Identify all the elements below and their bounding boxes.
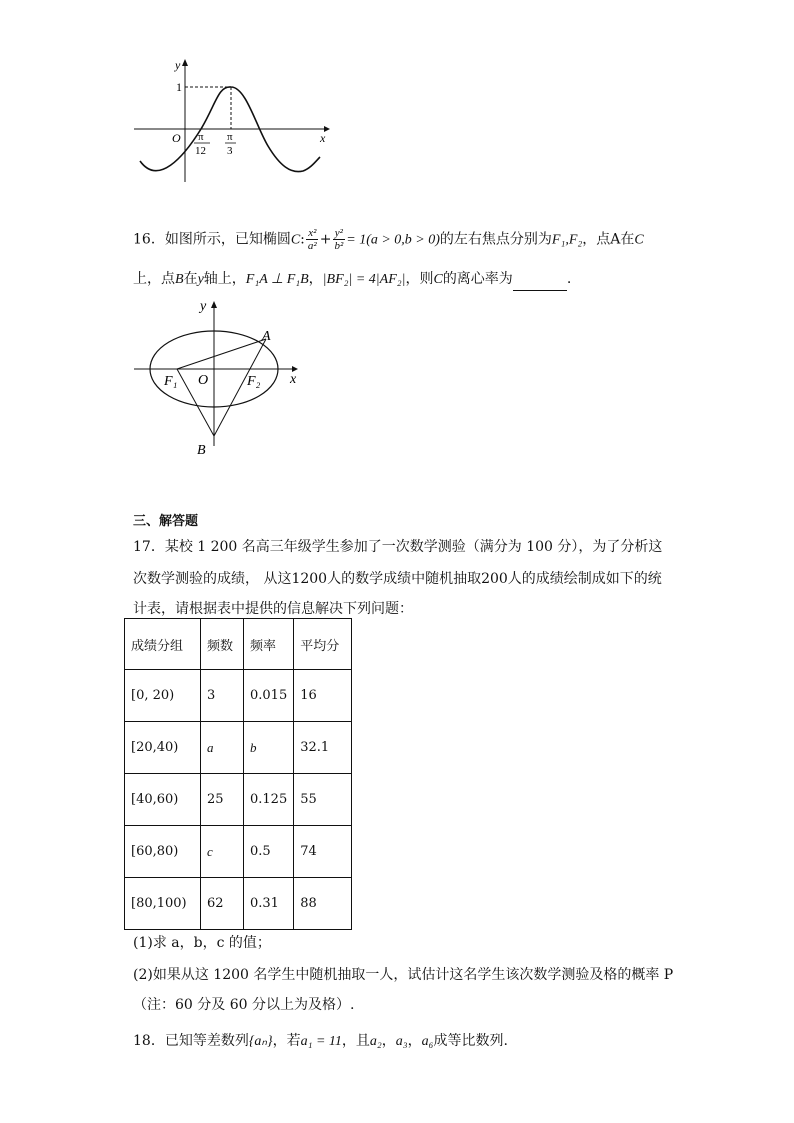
table-row <box>125 826 352 878</box>
table-cell: 32.1 <box>294 722 352 774</box>
table-cell: 16 <box>294 670 352 722</box>
table-cell: 0.31 <box>244 878 294 930</box>
point-A-label: A <box>262 329 271 344</box>
point-B-label: B <box>197 443 206 458</box>
table-cell: [0, 20) <box>125 670 201 722</box>
q16-line2: 上，点B在y轴上，F₁A ⊥ F₁B，|BF₂| = 4|AF₂|，则C的离心率为 . <box>133 268 571 291</box>
frac-y2-b2: $\frac{\text{y²}}{\text{b²}}$ <box>334 227 344 252</box>
table-row <box>125 878 352 930</box>
table-cell: 0.5 <box>244 826 294 878</box>
sine-graph <box>128 56 338 186</box>
table-cell: 0.015 <box>244 670 294 722</box>
table-cell: 3 <box>201 670 244 722</box>
y-label: y <box>200 299 207 314</box>
y-axis-arrow <box>182 59 188 66</box>
F2-label: F₂ <box>247 374 261 389</box>
F1-label: F₁ <box>164 374 178 389</box>
table-cell: 74 <box>294 826 352 878</box>
q17-line3: 计表，请根据表中提供的信息解决下列问题： <box>133 601 413 617</box>
table-cell: [40,60) <box>125 774 201 826</box>
table-cell: 55 <box>294 774 352 826</box>
origin-label: O <box>198 373 209 388</box>
table-row <box>125 774 352 826</box>
section-title: 三、解答题 <box>133 514 199 529</box>
q17-sub2-note: （注：60 分及 60 分以上为及格）. <box>133 997 355 1013</box>
table-cell: 88 <box>294 878 352 930</box>
y-axis-label: y <box>175 58 181 72</box>
answer-blank <box>513 276 567 291</box>
table-cell: 25 <box>201 774 244 826</box>
table-row <box>125 722 352 774</box>
table-cell: 0.125 <box>244 774 294 826</box>
q16-line1: 16．如图所示，已知椭圆C: $\frac{\text{x²}}{\text{a²}}$ + $\frac{\text{y²}}{\text{b²}}$ = 1(a > 0,b > 0)的左右焦点分别为F₁,F₂，点A在C <box>133 227 644 252</box>
table-header: 成绩分组 <box>125 619 201 670</box>
q17-sub2: (2)如果从这 1200 名学生中随机抽取一人，试估计这名学生该次数学测验及格的概率 P <box>133 967 674 983</box>
table-cell: 62 <box>201 878 244 930</box>
tick-pi-3-num: π <box>227 131 233 143</box>
table-cell: [80,100) <box>125 878 201 930</box>
max-value-label: 1 <box>176 80 182 94</box>
table-header-row <box>125 619 352 670</box>
q17-line2: 次数学测验的成绩， 从这1200人的数学成绩中随机抽取200人的成绩绘制成如下的统 <box>133 571 662 587</box>
x-label: x <box>290 372 297 387</box>
q17-line1: 17．某校 1 200 名高三年级学生参加了一次数学测验（满分为 100 分），为了分析这 <box>133 539 663 555</box>
table-header: 频率 <box>244 619 294 670</box>
tick-pi-12-num: π <box>198 131 204 143</box>
tick-pi-12-den: 12 <box>195 145 206 157</box>
table-cell: [20,40) <box>125 722 201 774</box>
q18-line: 18．已知等差数列{aₙ}，若a₁ = 11，且a₂，a₃，a₆成等比数列. <box>133 1033 508 1049</box>
stats-table <box>124 618 352 930</box>
table-header: 平均分 <box>294 619 352 670</box>
table-row <box>125 670 352 722</box>
x-axis-label: x <box>320 131 326 145</box>
table-cell: c <box>201 826 244 878</box>
origin-label: O <box>172 131 181 145</box>
tick-pi-3-den: 3 <box>227 145 233 157</box>
frac-x2-a2: $\frac{\text{x²}}{\text{a²}}$ <box>307 227 317 252</box>
table-cell: [60,80) <box>125 826 201 878</box>
q17-sub1: (1)求 a，b，c 的值； <box>133 935 271 951</box>
y-axis-arrow <box>211 301 217 308</box>
table-header: 频数 <box>201 619 244 670</box>
table-cell: b <box>244 722 294 774</box>
ellipse-graph <box>130 296 310 460</box>
table-cell: a <box>201 722 244 774</box>
